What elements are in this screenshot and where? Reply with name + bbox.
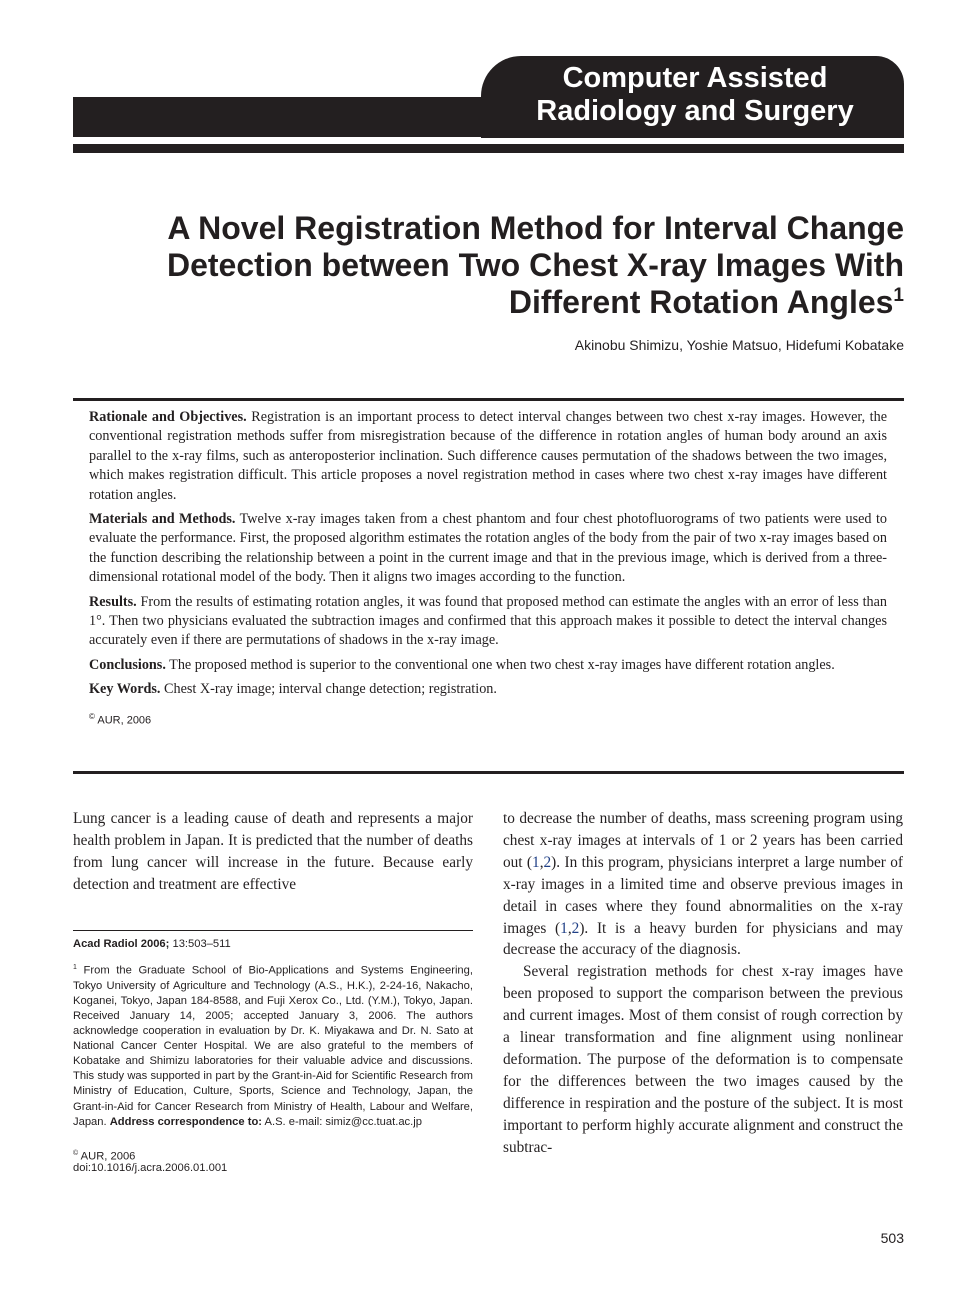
footnote-copyright: © AUR, 2006 xyxy=(73,1150,136,1163)
reference-link[interactable]: 1 xyxy=(532,853,540,871)
abstract-keywords: Key Words. Chest X-ray image; interval change detection; registration. xyxy=(89,681,497,698)
doi[interactable]: doi:10.1016/j.acra.2006.01.001 xyxy=(73,1162,228,1174)
abstract-copyright: © AUR, 2006 xyxy=(89,711,152,727)
body-right-column xyxy=(503,808,903,1159)
section-title-line2: Radiology and Surgery xyxy=(536,95,854,127)
header-divider xyxy=(73,144,904,153)
section-title-line1: Computer Assisted xyxy=(562,62,828,94)
reference-link[interactable]: 1 xyxy=(560,919,568,937)
abstract-top-rule xyxy=(73,398,904,401)
title-line3: Different Rotation Angles$^1$ xyxy=(508,284,904,320)
abstract-conclusions: Conclusions. The proposed method is superior to the conventional one when two chest x-ray images have different rotation angles. xyxy=(89,656,835,673)
footnote-rule xyxy=(73,930,473,931)
journal-citation: Acad Radiol 2006; 13:503–511 xyxy=(73,938,231,950)
title-footnote-mark[interactable]: 1 xyxy=(893,285,904,306)
title-line2: Detection between Two Chest X-ray Images With xyxy=(166,247,904,283)
page-number: 503 xyxy=(880,1230,904,1246)
abstract xyxy=(89,408,887,731)
abstract-rationale: Rationale and Objectives. Registration is an important process to detect interval changes between two chest x-ray images. However, the conventional registration methods suffer from misregistration because of the difference in rotation angles of human body around an axis parallel to the x-ray films, such as anteroposterior inclination. Such difference causes permutation of the shadows between the two images, which makes registration difficult. This article proposes a novel registration method in cases where two chest x-ray images have different rotation angles. xyxy=(89,409,887,503)
reference-link[interactable]: 2 xyxy=(543,853,552,871)
abstract-methods: Materials and Methods. Twelve x-ray images taken from a chest phantom and four chest photofluorograms of two patients were used to evaluate the performance. First, the proposed algorithm estimates the rotation angles of the body from the pair of two x-ray images based on the function describing the relationship between a point in the current image and that in the previous image, which is derived from a three-dimensional rotational model of the body. Then it aligns two images according to the function. xyxy=(89,511,887,586)
article-title xyxy=(90,210,904,321)
reference-link[interactable]: 2 xyxy=(571,919,580,937)
body-paragraph-1: to decrease the number of deaths, mass screening program using chest x-ray images at intervals of 1 or 2 years has been carried out (1,2). In this program, physicians interpret a large number of x-ray images in a limited time and observe previous images in detail in cases where they found abnormalities on the x-ray images (1,2). It is a heavy burden for physicians and may decrease the accuracy of the diagnosis. xyxy=(503,810,904,959)
body-left-column xyxy=(73,808,473,896)
abstract-results: Results. From the results of estimating rotation angles, it was found that proposed method can estimate the angles with an error of less than 1°. Then two physicians evaluated the subtraction images and confirmed that this approach makes it possible to detect the interval changes accurately even if there are permutations of shadows in the x-ray image. xyxy=(89,593,888,649)
footnote-text: $^1$ From the Graduate School of Bio-Applications and Systems Engineering, Tokyo University of Agriculture and Technology (A.S., H.K.), 2-24-16, Nakacho, Koganei, Tokyo, Japan 184-8588, and Fuji Xerox Co., Ltd. (Y.M.), Tokyo, Japan. Received January 14, 2005; accepted January 3, 2006. The authors acknowledge cooperation in evaluation by Dr. K. Miyakawa and Dr. N. Sato at National Cancer Center Hospital. We are also grateful to the members of Kobatake and Shimizu laboratories for their valuable advice and discussions. This study was supported in part by the Grant-in-Aid for Scientific Research from Ministry of Education, Culture, Sports, Science and Technology, Japan, the Grant-in-Aid for Cancer Research from Ministry of Health, Labour and Welfare, Japan. Address correspondence to: A.S. e-mail: simiz@cc.tuat.ac.jp xyxy=(73,964,473,1128)
intro-paragraph: Lung cancer is a leading cause of death and represents a major health problem in Japan. It is predicted that the number of deaths from lung cancer will increase in the future. Because early detection and treatment are effective xyxy=(73,810,473,893)
section-title xyxy=(500,62,890,128)
title-line1: A Novel Registration Method for Interval Change xyxy=(167,210,904,246)
author-list: Akinobu Shimizu, Yoshie Matsuo, Hidefumi Kobatake xyxy=(574,337,904,353)
body-paragraph-2: Several registration methods for chest x-ray images have been proposed to support the comparison between the previous and current images. Most of them consist of rough correction by a linear transformation and fine alignment using nonlinear deformation. The purpose of the deformation is to compensate for the differences between the two images caused by the difference in respiration and the posture of the subject. It is most important to perform highly accurate alignment and construct the subtrac- xyxy=(503,963,903,1156)
abstract-bottom-rule xyxy=(73,771,904,774)
